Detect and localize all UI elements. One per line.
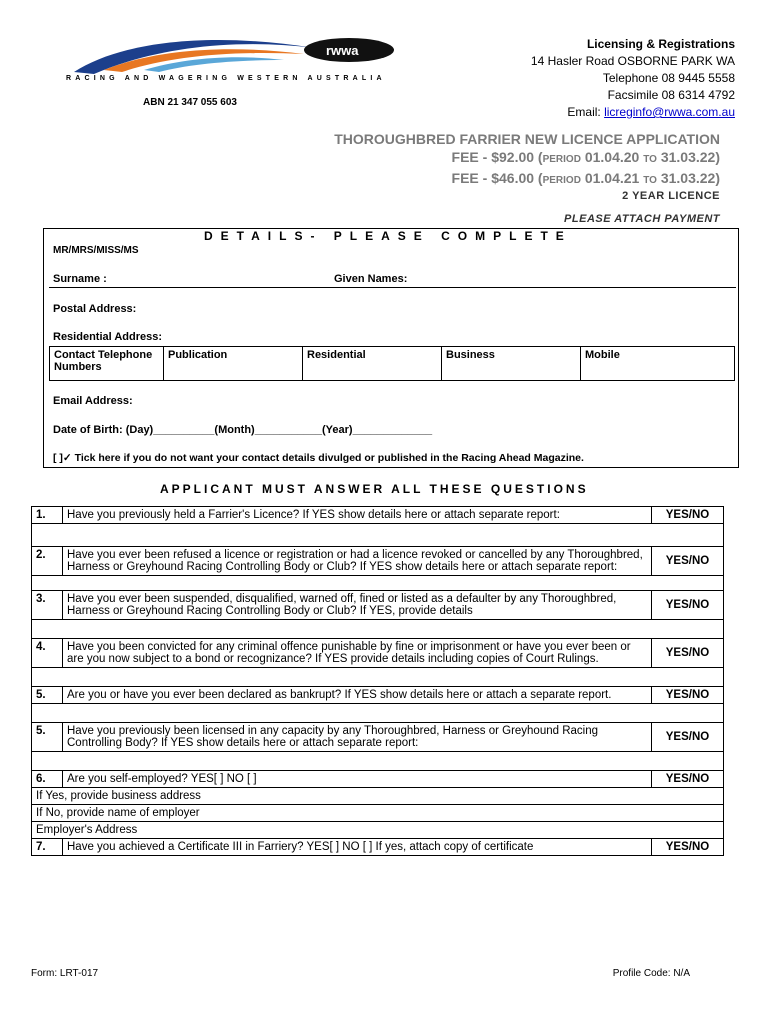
employer-address-field[interactable]: Employer's Address bbox=[32, 822, 724, 839]
attach-payment: PLEASE ATTACH PAYMENT bbox=[564, 213, 720, 225]
question-row bbox=[32, 591, 724, 620]
abn: ABN 21 347 055 603 bbox=[143, 97, 237, 108]
yes-no-answer[interactable]: YES/NO bbox=[652, 507, 724, 524]
facsimile: Facsimile 08 6314 4792 bbox=[607, 88, 735, 102]
yes-no-answer[interactable]: YES/NO bbox=[652, 547, 724, 576]
question-row bbox=[32, 687, 724, 704]
name-line bbox=[49, 287, 736, 288]
title-main: THOROUGHBRED FARRIER NEW LICENCE APPLICATION bbox=[334, 131, 720, 147]
telephone: Telephone 08 9445 5558 bbox=[602, 71, 735, 85]
tel-mobile[interactable]: Mobile bbox=[581, 347, 735, 381]
answer-space[interactable] bbox=[32, 620, 724, 639]
telephone-table bbox=[49, 346, 735, 381]
tel-label: Contact Telephone Numbers bbox=[50, 347, 164, 381]
answer-space[interactable] bbox=[32, 668, 724, 687]
business-address-field[interactable]: If Yes, provide business address bbox=[32, 788, 724, 805]
question-text: Have you been convicted for any criminal offence punishable by fine or imprisonment or have you ever been or are you now subject to a bond or recognizance? If YES provide details including copies of Court Rulings. bbox=[63, 639, 652, 668]
contact-block bbox=[531, 36, 735, 121]
question-number: 2. bbox=[32, 547, 63, 576]
questions-heading: APPLICANT MUST ANSWER ALL THESE QUESTIONS bbox=[160, 482, 589, 496]
question-number: 6. bbox=[32, 771, 63, 788]
question-number: 5. bbox=[32, 687, 63, 704]
questions-table bbox=[31, 506, 724, 856]
salutation: MR/MRS/MISS/MS bbox=[53, 245, 139, 256]
yes-no-answer[interactable]: YES/NO bbox=[652, 591, 724, 620]
yes-no-answer[interactable]: YES/NO bbox=[652, 723, 724, 752]
yes-no-answer[interactable]: YES/NO bbox=[652, 839, 724, 856]
residential-address-label: Residential Address: bbox=[53, 331, 163, 343]
tagline: RACING AND WAGERING WESTERN AUSTRALIA bbox=[66, 75, 386, 82]
tel-residential[interactable]: Residential bbox=[303, 347, 442, 381]
question-text: Have you previously been licensed in any capacity by any Thoroughbred, Harness or Greyhound Racing Controlling Body? If YES show details here or attach separate report: bbox=[63, 723, 652, 752]
question-row bbox=[32, 547, 724, 576]
fee-1: FEE - $92.00 (PERIOD 01.04.20 TO 31.03.22) bbox=[451, 149, 720, 165]
question-number: 1. bbox=[32, 507, 63, 524]
employer-name-field[interactable]: If No, provide name of employer bbox=[32, 805, 724, 822]
question-text: Have you ever been suspended, disqualified, warned off, fined or listed as a defaulter by any Thoroughbred, Harness or Greyhound Racing Controlling Body or Club? If YES, provide details bbox=[63, 591, 652, 620]
date-of-birth-label: Date of Birth: (Day)__________(Month)___________(Year)_____________ bbox=[53, 424, 433, 436]
question-row bbox=[32, 507, 724, 524]
answer-space[interactable] bbox=[32, 704, 724, 723]
email-link[interactable]: licreginfo@rwwa.com.au bbox=[604, 105, 735, 119]
surname-label: Surname : bbox=[53, 273, 107, 285]
question-number: 4. bbox=[32, 639, 63, 668]
given-names-label: Given Names: bbox=[334, 273, 408, 285]
question-row bbox=[32, 723, 724, 752]
form-code: Form: LRT-017 bbox=[31, 968, 99, 979]
profile-code: Profile Code: N/A bbox=[612, 968, 690, 979]
yes-no-answer[interactable]: YES/NO bbox=[652, 771, 724, 788]
answer-space[interactable] bbox=[32, 576, 724, 591]
email-address-label: Email Address: bbox=[53, 395, 133, 407]
question-text: Have you achieved a Certificate III in Farriery? YES[ ] NO [ ] If yes, attach copy of certificate bbox=[63, 839, 652, 856]
tel-business[interactable]: Business bbox=[442, 347, 581, 381]
question-row bbox=[32, 771, 724, 788]
question-number: 5. bbox=[32, 723, 63, 752]
yes-no-answer[interactable]: YES/NO bbox=[652, 639, 724, 668]
question-text: Are you or have you ever been declared as bankrupt? If YES show details here or attach a separate report. bbox=[63, 687, 652, 704]
email-label: Email: bbox=[567, 105, 605, 119]
fee-2: FEE - $46.00 (PERIOD 01.04.21 TO 31.03.22) bbox=[451, 170, 720, 186]
licence-term: 2 YEAR LICENCE bbox=[622, 190, 720, 202]
answer-space[interactable] bbox=[32, 752, 724, 771]
question-text: Are you self-employed? YES[ ] NO [ ] bbox=[63, 771, 652, 788]
question-row bbox=[32, 839, 724, 856]
answer-space[interactable] bbox=[32, 524, 724, 547]
details-section bbox=[43, 228, 739, 468]
question-text: Have you previously held a Farrier's Licence? If YES show details here or attach separate report: bbox=[63, 507, 652, 524]
form-title bbox=[334, 130, 720, 190]
question-row bbox=[32, 639, 724, 668]
dept-name: Licensing & Registrations bbox=[586, 37, 735, 51]
privacy-tick-option[interactable]: [ ]✓ Tick here if you do not want your contact details divulged or published in the Racing Ahead Magazine. bbox=[53, 452, 584, 464]
details-heading: DETAILS- PLEASE COMPLETE bbox=[204, 229, 572, 243]
email-line bbox=[531, 104, 735, 121]
question-number: 7. bbox=[32, 839, 63, 856]
logo-text: rwwa bbox=[326, 43, 359, 58]
tel-publication[interactable]: Publication bbox=[164, 347, 303, 381]
address: 14 Hasler Road OSBORNE PARK WA bbox=[530, 54, 735, 68]
question-number: 3. bbox=[32, 591, 63, 620]
yes-no-answer[interactable]: YES/NO bbox=[652, 687, 724, 704]
postal-address-label: Postal Address: bbox=[53, 303, 137, 315]
question-text: Have you ever been refused a licence or registration or had a licence revoked or cancelled by any Thoroughbred, Harness or Greyhound Racing Controlling Body or Club? If YES show details here or attach separate report: bbox=[63, 547, 652, 576]
